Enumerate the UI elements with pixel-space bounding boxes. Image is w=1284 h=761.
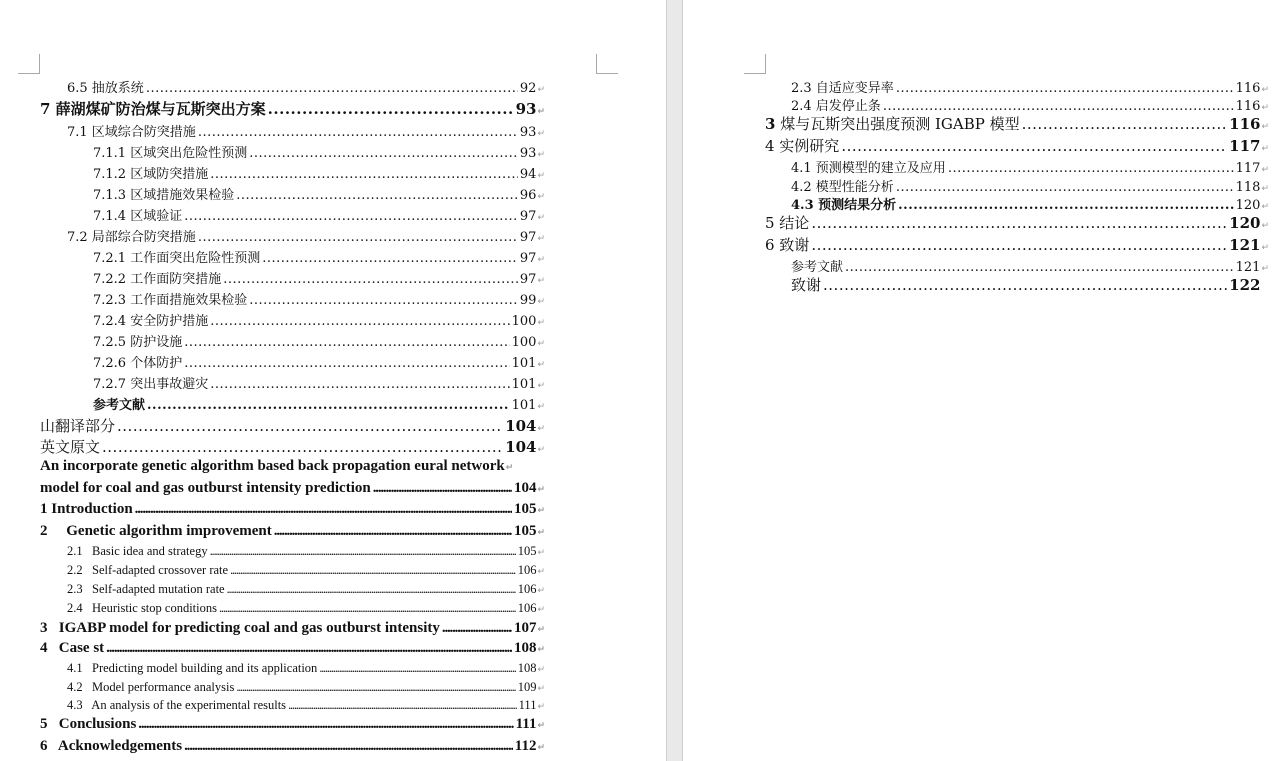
toc-entry[interactable]: 6 致谢 ..... 121 ↵ [765, 234, 1269, 255]
toc-entry[interactable]: 2.3 自适应变异率 ..... 116 ↵ [791, 77, 1269, 96]
toc-entry[interactable]: model for coal and gas outburst intensity prediction ..... 104 ↵ [40, 480, 545, 497]
toc-entry[interactable]: 3 IGABP model for predicting coal and gas outburst intensity ..... 107 ↵ [40, 620, 545, 637]
toc-entry[interactable]: 2.2 Self-adapted crossover rate ..... 106 ↵ [67, 563, 545, 578]
toc-entry[interactable]: 参考文献 ..... 121 ↵ [791, 256, 1269, 275]
toc-entry[interactable]: 4 Case st ..... 108 ↵ [40, 640, 545, 657]
toc-entry[interactable]: 4.2 模型性能分析 ..... 118 ↵ [791, 176, 1269, 195]
toc-entry[interactable]: An incorporate genetic algorithm based back propagation eural network ↵ [40, 458, 514, 474]
toc-entry[interactable]: 7.2.5 防护设施 ..... 100 ↵ [93, 331, 545, 350]
toc-entry[interactable]: 7.2.3 工作面措施效果检验 ..... 99 ↵ [93, 289, 545, 308]
toc-entry[interactable]: 7 薛湖煤矿防治煤与瓦斯突出方案 ..... 93 ↵ [40, 98, 545, 119]
toc-entry[interactable]: 7.2.4 安全防护措施 ..... 100 ↵ [93, 310, 545, 329]
margin-corner-mark-top-left [18, 54, 40, 74]
document-page-right [683, 0, 1284, 761]
toc-entry[interactable]: 英文原文 ..... 104 ↵ [40, 436, 545, 457]
toc-entry[interactable]: 2.4 启发停止条 ..... 116 ↵ [791, 95, 1269, 114]
toc-entry[interactable]: 7.1.1 区域突出危险性预测 ..... 93 ↵ [93, 142, 545, 161]
toc-entry[interactable]: 2 Genetic algorithm improvement ..... 105 ↵ [40, 523, 545, 540]
toc-entry[interactable]: 7.1.2 区域防突措施 ..... 94 ↵ [93, 163, 545, 182]
toc-entry[interactable]: 7.1.3 区域措施效果检验 ..... 96 ↵ [93, 184, 545, 203]
toc-entry[interactable]: 5 结论 ..... 120 ↵ [765, 212, 1269, 233]
toc-entry[interactable]: 4.3 预测结果分析 ..... 120 ↵ [791, 194, 1269, 213]
toc-entry[interactable]: 1 Introduction ..... 105 ↵ [40, 501, 545, 518]
toc-entry[interactable]: 致谢 ..... 122 [791, 274, 1269, 295]
margin-corner-mark-top-right [596, 54, 618, 74]
toc-entry[interactable]: 2.4 Heuristic stop conditions ..... 106 ↵ [67, 601, 545, 616]
toc-entry[interactable]: 3 煤与瓦斯突出强度预测 IGABP 模型 ..... 116 ↵ [765, 113, 1269, 134]
toc-entry[interactable]: 4.2 Model performance analysis ..... 109 ↵ [67, 680, 545, 695]
toc-entry[interactable]: 5 Conclusions ..... 111 ↵ [40, 716, 545, 733]
toc-entry[interactable]: 7.1.4 区域验证 ..... 97 ↵ [93, 205, 545, 224]
toc-entry[interactable]: 7.1 区域综合防突措施 ..... 93 ↵ [67, 121, 545, 140]
toc-entry[interactable]: 4.3 An analysis of the experimental results ..... 111 ↵ [67, 698, 545, 713]
toc-entry[interactable]: 7.2.2 工作面防突措施 ..... 97 ↵ [93, 268, 545, 287]
toc-entry[interactable]: 4.1 预测模型的建立及应用 ..... 117 ↵ [791, 157, 1269, 176]
toc-entry[interactable]: 7.2 局部综合防突措施 ..... 97 ↵ [67, 226, 545, 245]
toc-entry[interactable]: 山翻译部分 ..... 104 ↵ [40, 415, 545, 436]
margin-corner-mark-top-left [744, 54, 766, 74]
toc-entry[interactable]: 7.2.1 工作面突出危险性预测 ..... 97 ↵ [93, 247, 545, 266]
toc-entry[interactable]: 2.1 Basic idea and strategy ..... 105 ↵ [67, 544, 545, 559]
toc-entry[interactable]: 4.1 Predicting model building and its application ..... 108 ↵ [67, 661, 545, 676]
toc-entry[interactable]: 参考文献 ..... 101 ↵ [93, 394, 545, 413]
page-gutter [666, 0, 683, 761]
toc-entry[interactable]: 7.2.7 突出事故避灾 ..... 101 ↵ [93, 373, 545, 392]
toc-entry[interactable]: 2.3 Self-adapted mutation rate ..... 106 ↵ [67, 582, 545, 597]
toc-entry[interactable]: 7.2.6 个体防护 ..... 101 ↵ [93, 352, 545, 371]
toc-entry[interactable]: 6 Acknowledgements ..... 112 ↵ [40, 738, 545, 755]
toc-entry[interactable]: 6.5 抽放系统 ..... 92 ↵ [67, 77, 545, 96]
toc-entry[interactable]: 4 实例研究 ..... 117 ↵ [765, 135, 1269, 156]
